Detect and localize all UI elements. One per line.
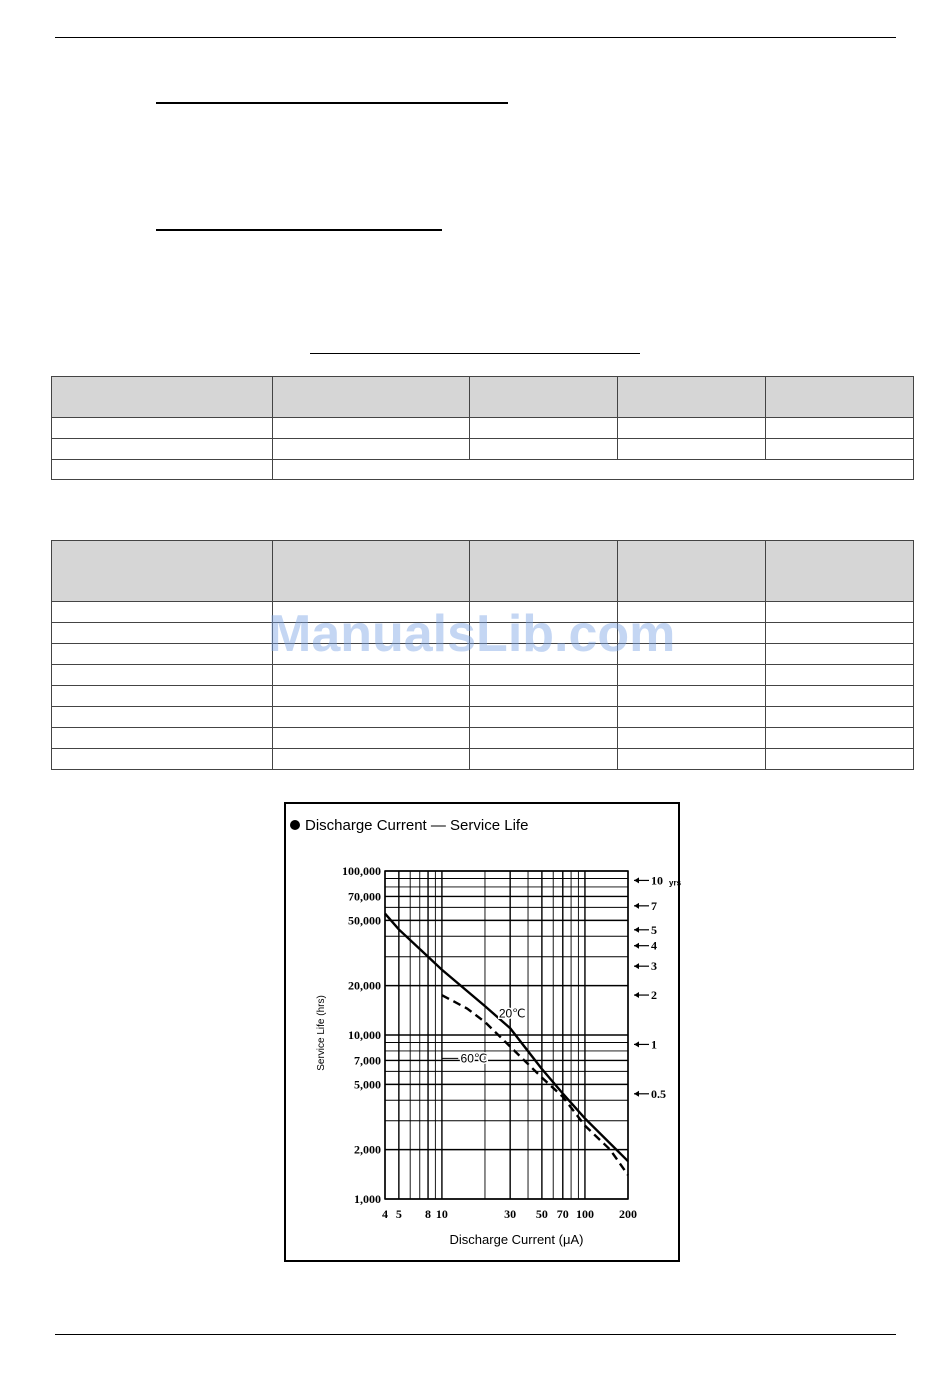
y-tick-label: 5,000 xyxy=(354,1077,381,1092)
years-arrow-head-icon xyxy=(634,943,639,949)
chart-svg xyxy=(286,804,682,1260)
table-cell xyxy=(52,541,273,602)
table-cell xyxy=(273,707,470,728)
y-axis-label: Service Life (hrs) xyxy=(316,995,327,1071)
table-cell xyxy=(766,439,914,460)
years-tick-label: 4 xyxy=(651,938,657,953)
years-arrow-head-icon xyxy=(634,963,639,969)
x-tick-label: 4 xyxy=(382,1207,388,1221)
header-rule xyxy=(55,37,896,38)
y-tick-label: 2,000 xyxy=(354,1142,381,1157)
years-arrow-head-icon xyxy=(634,927,639,933)
series-line-60c xyxy=(442,995,628,1175)
years-arrow-head-icon xyxy=(634,903,639,909)
x-tick-label: 200 xyxy=(619,1207,637,1221)
table-cell xyxy=(52,728,273,749)
service-life-chart xyxy=(284,802,680,1262)
x-tick-label: 10 xyxy=(435,1207,448,1221)
x-tick-label: 30 xyxy=(504,1207,517,1221)
table-cell xyxy=(52,418,273,439)
table-cell xyxy=(273,439,470,460)
heading-underline-2 xyxy=(156,229,442,231)
years-tick-label: 1 xyxy=(651,1037,657,1052)
table-cell xyxy=(766,623,914,644)
table-cell xyxy=(52,686,273,707)
table-cell xyxy=(52,644,273,665)
table-cell xyxy=(470,418,618,439)
years-arrow-head-icon xyxy=(634,992,639,998)
years-tick-label: 0.5 xyxy=(651,1086,666,1101)
x-tick-label: 5 xyxy=(395,1207,402,1221)
table-cell xyxy=(52,749,273,770)
table-cell xyxy=(52,665,273,686)
table-cell xyxy=(618,707,766,728)
table-cell xyxy=(470,665,618,686)
table-cell xyxy=(470,728,618,749)
table-cell xyxy=(52,707,273,728)
table-cell xyxy=(52,377,273,418)
years-arrow-head-icon xyxy=(634,1041,639,1047)
table-cell xyxy=(470,439,618,460)
table-cell xyxy=(273,418,470,439)
years-tick-label: 10 xyxy=(651,873,663,888)
spec-table-1 xyxy=(51,376,914,480)
table-cell xyxy=(618,665,766,686)
table-header-row xyxy=(52,377,914,418)
table-cell xyxy=(618,686,766,707)
table-cell xyxy=(618,418,766,439)
table-cell xyxy=(470,707,618,728)
table-cell xyxy=(52,623,273,644)
x-tick-label: 70 xyxy=(556,1207,569,1221)
table-cell xyxy=(273,686,470,707)
table-cell xyxy=(766,418,914,439)
table-cell xyxy=(766,644,914,665)
table-cell xyxy=(470,686,618,707)
x-tick-label: 8 xyxy=(425,1207,432,1221)
table-cell xyxy=(52,460,273,480)
table-cell xyxy=(470,749,618,770)
table-row xyxy=(52,665,914,686)
y-tick-label: 50,000 xyxy=(348,913,381,928)
y-tick-label: 10,000 xyxy=(348,1028,381,1042)
years-arrow-head-icon xyxy=(634,877,639,883)
years-tick-label: 7 xyxy=(651,898,657,913)
years-unit-label: yrs xyxy=(669,878,682,888)
table-row xyxy=(52,707,914,728)
years-tick-label: 2 xyxy=(651,988,657,1003)
chart-title: Discharge Current — Service Life xyxy=(305,817,529,834)
table-cell xyxy=(470,377,618,418)
y-tick-label: 7,000 xyxy=(354,1053,381,1068)
x-tick-label: 100 xyxy=(575,1207,594,1221)
table-cell xyxy=(273,728,470,749)
table-cell xyxy=(618,377,766,418)
table-row xyxy=(52,439,914,460)
series-line-20c xyxy=(385,914,628,1162)
years-tick-label: 3 xyxy=(651,959,657,974)
table-cell xyxy=(618,541,766,602)
y-tick-label: 1,000 xyxy=(354,1192,381,1206)
table-cell xyxy=(766,686,914,707)
table-row xyxy=(52,749,914,770)
table-cell xyxy=(273,665,470,686)
table-cell xyxy=(273,749,470,770)
series-label-20c: 20℃ xyxy=(498,1006,526,1021)
y-tick-label: 100,000 xyxy=(342,864,381,878)
table-cell xyxy=(766,728,914,749)
table-cell xyxy=(766,707,914,728)
table-cell xyxy=(273,541,470,602)
table-cell xyxy=(618,728,766,749)
table-cell xyxy=(470,541,618,602)
table-cell xyxy=(766,541,914,602)
heading-underline-1 xyxy=(156,102,508,104)
table-cell xyxy=(618,749,766,770)
table-cell xyxy=(766,665,914,686)
table-row xyxy=(52,460,914,480)
table-row xyxy=(52,728,914,749)
title-bullet-icon xyxy=(290,820,300,830)
table-cell-merged xyxy=(273,460,914,480)
table-cell xyxy=(52,602,273,623)
table-cell xyxy=(618,439,766,460)
x-tick-label: 50 xyxy=(535,1207,548,1221)
series-label-60c: 60℃ xyxy=(460,1051,488,1066)
table-cell xyxy=(766,377,914,418)
years-arrow-head-icon xyxy=(634,1091,639,1097)
table-cell xyxy=(52,439,273,460)
years-tick-label: 5 xyxy=(651,922,657,937)
table-row xyxy=(52,686,914,707)
footer-rule xyxy=(55,1334,896,1335)
table-title-underline xyxy=(310,353,640,354)
table-cell xyxy=(766,749,914,770)
watermark: ManualsLib.com xyxy=(268,605,676,663)
x-axis-label: Discharge Current (μA) xyxy=(449,1232,584,1247)
table-cell xyxy=(766,602,914,623)
table-cell xyxy=(273,377,470,418)
y-tick-label: 20,000 xyxy=(348,978,381,993)
table-row xyxy=(52,418,914,439)
y-tick-label: 70,000 xyxy=(348,889,381,904)
table-header-row xyxy=(52,541,914,602)
